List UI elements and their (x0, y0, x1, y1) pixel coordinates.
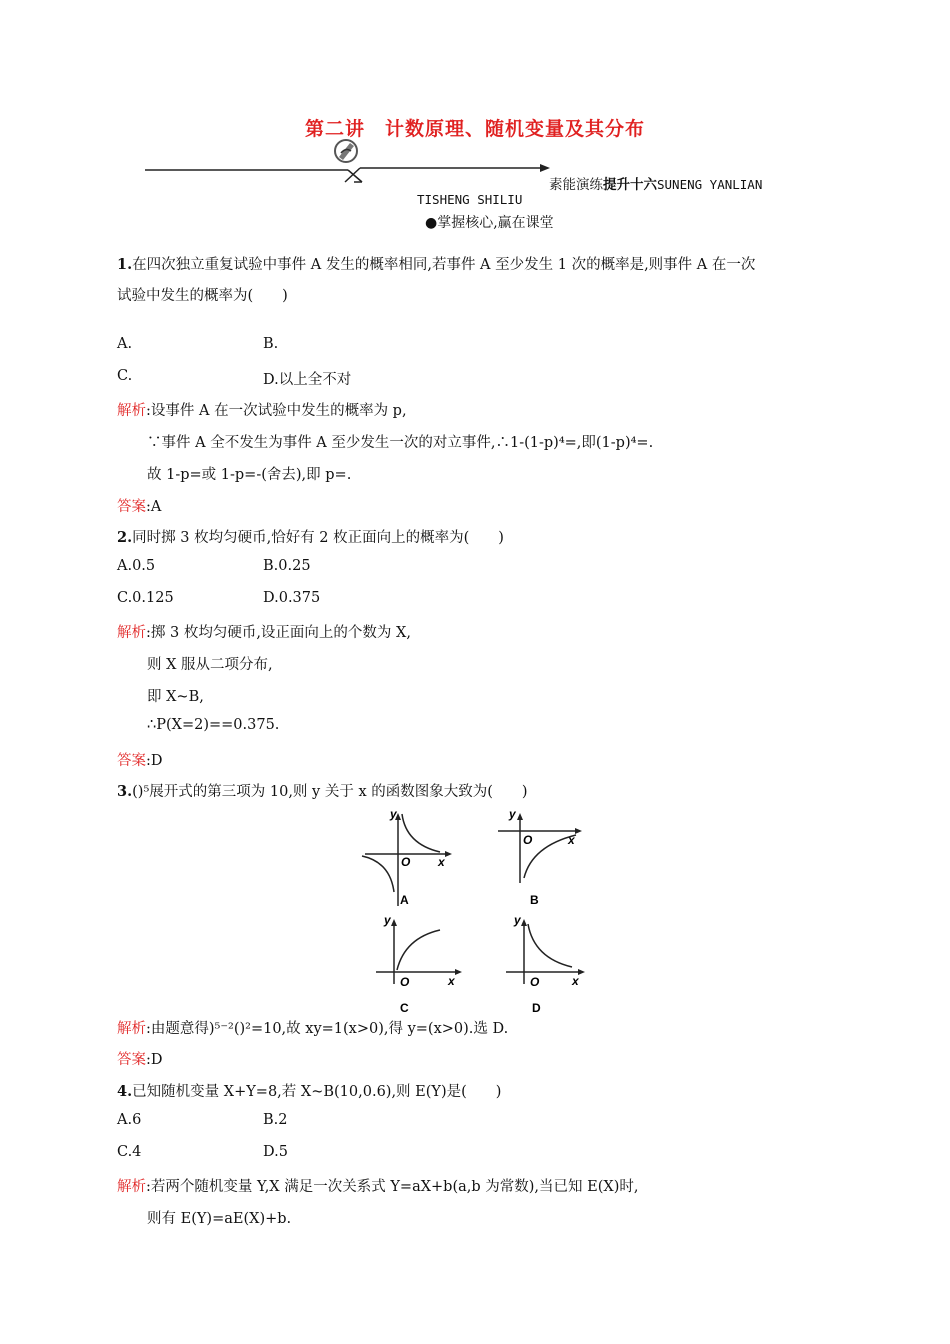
q2-answer-label: 答案 (117, 753, 146, 769)
q3-answer-value: :D (146, 1052, 163, 1068)
q4-analysis-text-1: :若两个随机变量 Y,X 满足一次关系式 Y=aX+b(a,b 为常数),当已知 E(X)时, (146, 1179, 639, 1195)
bullet-icon: ● (425, 215, 438, 231)
q3-graph-b-label: B (530, 893, 539, 907)
section-subtitle (425, 212, 554, 232)
q3-stem (117, 780, 528, 801)
q3-analysis-1 (117, 1017, 508, 1038)
section-header (549, 173, 762, 193)
q1-stem-line1 (117, 253, 755, 274)
q4-text: 已知随机变量 X+Y=8,若 X~B(10,0.6),则 E(Y)是( ) (132, 1084, 502, 1100)
q1-text-1: 在四次独立重复试验中事件 A 发生的概率相同,若事件 A 至少发生 1 次的概率是,则事件 A 在一次 (132, 257, 756, 273)
q3-graph-c-label: C (400, 1001, 409, 1015)
q3-graph-a-xlabel: x (438, 855, 445, 869)
q4-analysis-1 (117, 1175, 638, 1196)
q1-number: 1. (117, 256, 133, 273)
q2-option-d: D.0.375 (263, 590, 321, 606)
section-pinyin-1: SUNENG YANLIAN (657, 177, 763, 192)
q3-graph-b-origin: O (523, 833, 533, 847)
q2-stem (117, 526, 504, 547)
q2-analysis-label: 解析 (117, 625, 146, 641)
q4-option-b: B.2 (263, 1112, 288, 1128)
q1-option-c: C. (117, 368, 133, 384)
q2-analysis-4: ∴P(X=2)==0.375. (147, 717, 280, 733)
q3-graph-c-xlabel: x (448, 974, 455, 988)
q1-answer (117, 495, 161, 516)
q3-graph-d-origin: O (530, 975, 540, 989)
q3-number: 3. (117, 783, 133, 800)
q2-option-b: B.0.25 (263, 558, 311, 574)
q3-graph-b-xlabel: x (568, 833, 575, 847)
q1-answer-label: 答案 (117, 499, 146, 515)
q3-analysis-label: 解析 (117, 1021, 146, 1037)
q2-analysis-text-1: :掷 3 枚均匀硬币,设正面向上的个数为 X, (146, 625, 411, 641)
q3-analysis-text-1: :由题意得)⁵⁻²()²=10,故 xy=1(x>0),得 y=(x>0).选 D. (146, 1021, 509, 1037)
q1-answer-value: :A (146, 499, 162, 515)
section-pinyin-2: TISHENG SHILIU (417, 192, 523, 207)
q4-stem (117, 1080, 501, 1101)
q2-analysis-2: 则 X 服从二项分布, (147, 657, 273, 673)
q3-graph-c-ylabel: y (384, 913, 391, 927)
q1-analysis-3: 故 1-p=或 1-p=-(舍去),即 p=. (147, 467, 352, 483)
q3-graph-b-ylabel: y (509, 807, 516, 821)
q4-analysis-2: 则有 E(Y)=aE(X)+b. (147, 1211, 292, 1227)
q2-analysis-1 (117, 621, 411, 642)
q3-graph-d-ylabel: y (514, 913, 521, 927)
q2-number: 2. (117, 529, 133, 546)
section-name: 素能演练 (549, 177, 603, 193)
q1-analysis-1 (117, 399, 407, 420)
page-title: 第二讲 计数原理、随机变量及其分布 (304, 118, 645, 140)
subtitle-text: 掌握核心,赢在课堂 (437, 215, 554, 231)
q3-graph-b (490, 806, 590, 910)
q1-option-a: A. (117, 336, 133, 352)
q4-analysis-label: 解析 (117, 1179, 146, 1195)
q1-stem-line2: 试验中发生的概率为( ) (117, 288, 288, 304)
pencil-circle-icon (335, 140, 357, 162)
q2-option-a: A.0.5 (117, 558, 156, 574)
header-divider (140, 135, 560, 185)
q2-text: 同时掷 3 枚均匀硬币,恰好有 2 枚正面向上的概率为( ) (132, 530, 504, 546)
q2-analysis-3: 即 X~B, (147, 689, 204, 705)
q3-graph-d-label: D (532, 1001, 541, 1015)
q3-graph-c (370, 912, 470, 1016)
q2-option-c: C.0.125 (117, 590, 174, 606)
q1-analysis-2: ∵事件 A 全不发生为事件 A 至少发生一次的对立事件,∴1-(1-p)⁴=,即(1-p)⁴=. (147, 435, 654, 451)
q1-option-b: B. (263, 336, 279, 352)
q3-graph-a (360, 806, 460, 910)
q3-answer (117, 1048, 163, 1069)
q3-graph-a-origin: O (401, 855, 411, 869)
q4-option-a: A.6 (117, 1112, 142, 1128)
q4-number: 4. (117, 1083, 133, 1100)
q1-option-d: D.以上全不对 (263, 372, 352, 388)
q3-graph-a-label: A (400, 893, 409, 907)
q2-answer-value: :D (146, 753, 163, 769)
q4-option-c: C.4 (117, 1144, 142, 1160)
section-number: 提升十六 (603, 177, 657, 193)
q3-text: ()⁵展开式的第三项为 10,则 y 关于 x 的函数图象大致为( ) (132, 784, 528, 800)
q1-analysis-text-1: :设事件 A 在一次试验中发生的概率为 p, (146, 403, 407, 419)
q3-graph-d-xlabel: x (572, 974, 579, 988)
q3-graph-c-origin: O (400, 975, 410, 989)
q1-analysis-label: 解析 (117, 403, 146, 419)
q3-graph-d (500, 912, 600, 1016)
q3-graph-a-ylabel: y (390, 807, 397, 821)
q2-answer (117, 749, 163, 770)
q4-option-d: D.5 (263, 1144, 288, 1160)
q3-answer-label: 答案 (117, 1052, 146, 1068)
